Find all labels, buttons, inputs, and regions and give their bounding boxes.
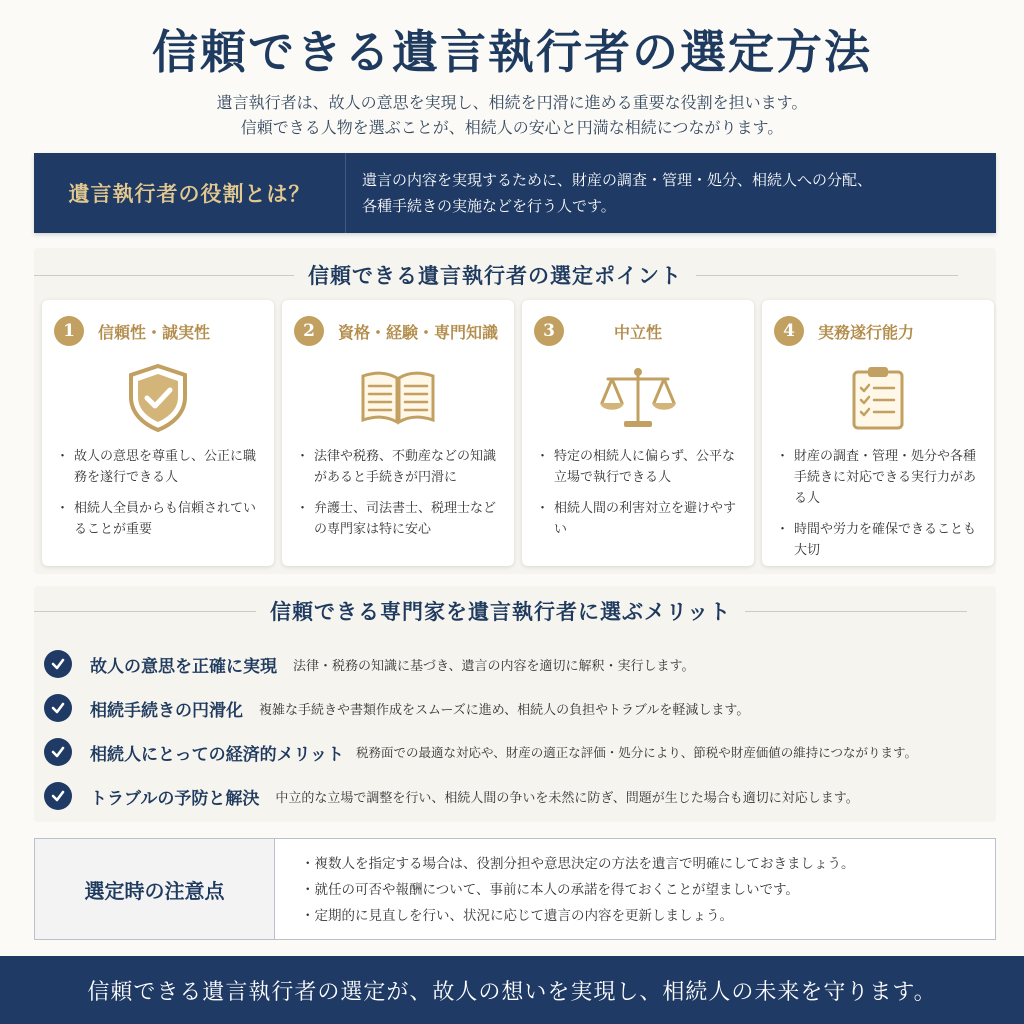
merit-title: 相続手続きの円滑化 — [90, 700, 243, 721]
role-description-line: 遺言の内容を実現するために、財産の調査・管理・処分、相続人への分配、 — [362, 171, 873, 189]
card-title: 信頼性・誠実性 — [98, 322, 211, 342]
card-header — [522, 316, 754, 346]
role-description-line: 各種手続きの実施などを行う人です。 — [362, 197, 616, 215]
page-title: 信頼できる遺言執行者の選定方法 — [152, 25, 872, 79]
merit-list — [44, 642, 994, 818]
card-list — [542, 446, 746, 550]
divider — [745, 611, 967, 612]
divider — [696, 275, 958, 276]
list-item: ・ 故人の意思を尊重し、公正に職務を遂行できる人 — [62, 446, 266, 488]
card-title: 中立性 — [613, 322, 662, 342]
card-list — [302, 446, 506, 550]
note-item: ・ 就任の可否や報酬について、事前に本人の承諾を得ておくことが望ましいです。 — [301, 877, 855, 903]
number-badge: 1 — [54, 316, 84, 346]
open-book-icon — [282, 362, 514, 434]
card-title: 実務遂行能力 — [818, 322, 915, 342]
point-card — [42, 300, 274, 566]
notes-list — [275, 839, 855, 939]
merit-title: 故人の意思を正確に実現 — [90, 656, 277, 677]
list-item: ・ 相続人間の利害対立を避けやすい — [542, 498, 746, 540]
merit-item — [44, 642, 994, 686]
merit-item — [44, 730, 994, 774]
role-banner — [34, 153, 996, 233]
page-subtitle — [0, 90, 1024, 140]
notes-title: 選定時の注意点 — [35, 839, 275, 939]
section-title: 信頼できる遺言執行者の選定ポイント — [308, 264, 682, 288]
list-item: ・ 法律や税務、不動産などの知識があると手続きが円滑に — [302, 446, 506, 488]
section-title: 信頼できる専門家を遺言執行者に選ぶメリット — [270, 600, 732, 624]
note-item: ・ 複数人を指定する場合は、役割分担や意思決定の方法を遺言で明確にしておきましょう。 — [301, 851, 855, 877]
role-description — [346, 167, 872, 219]
check-circle-icon — [44, 738, 72, 766]
card-list — [62, 446, 266, 550]
merits-section — [34, 586, 996, 822]
merit-item — [44, 774, 994, 818]
shield-check-icon — [42, 362, 274, 434]
section-heading — [34, 596, 996, 626]
divider — [34, 275, 294, 276]
notes-box — [34, 838, 996, 940]
merit-description: 法律・税務の知識に基づき、遺言の内容を適切に解釈・実行します。 — [293, 658, 695, 674]
number-badge: 4 — [774, 316, 804, 346]
section-heading — [34, 260, 996, 290]
merit-description: 中立的な立場で調整を行い、相続人間の争いを未然に防ぎ、問題が生じた場合も適切に対応します。 — [275, 790, 859, 806]
list-item: ・ 財産の調査・管理・処分や各種手続きに対応できる実行力がある人 — [782, 446, 986, 509]
merit-item — [44, 686, 994, 730]
check-circle-icon — [44, 782, 72, 810]
list-item: ・ 相続人全員からも信頼されていることが重要 — [62, 498, 266, 540]
check-circle-icon — [44, 694, 72, 722]
number-badge: 3 — [534, 316, 564, 346]
list-item: ・ 弁護士、司法書士、税理士などの専門家は特に安心 — [302, 498, 506, 540]
subtitle-line: 信頼できる人物を選ぶことが、相続人の安心と円満な相続につながります。 — [240, 118, 784, 137]
point-card — [762, 300, 994, 566]
list-item: ・ 時間や労力を確保できることも大切 — [782, 519, 986, 561]
merit-title: トラブルの予防と解決 — [90, 788, 260, 809]
point-cards — [42, 300, 990, 566]
number-badge: 2 — [294, 316, 324, 346]
scales-icon — [522, 362, 754, 434]
role-title: 遺言執行者の役割とは？ — [34, 153, 346, 233]
card-title: 資格・経験・専門知識 — [338, 322, 499, 342]
subtitle-line: 遺言執行者は、故人の意思を実現し、相続を円滑に進める重要な役割を担います。 — [216, 93, 808, 112]
card-header — [282, 316, 514, 346]
note-item: ・ 定期的に見直しを行い、状況に応じて遺言の内容を更新しましょう。 — [301, 903, 855, 929]
card-list — [782, 446, 986, 571]
list-item: ・ 特定の相続人に偏らず、公平な立場で執行できる人 — [542, 446, 746, 488]
point-card — [522, 300, 754, 566]
merit-description: 複雑な手続きや書類作成をスムーズに進め、相続人の負担やトラブルを軽減します。 — [259, 702, 750, 718]
merit-title: 相続人にとっての経済的メリット — [90, 744, 344, 765]
clipboard-checklist-icon — [762, 362, 994, 434]
card-header — [42, 316, 274, 346]
selection-points-section — [34, 248, 996, 574]
point-card — [282, 300, 514, 566]
footer-message: 信頼できる遺言執行者の選定が、故人の想いを実現し、相続人の未来を守ります。 — [87, 979, 937, 1005]
card-header — [762, 316, 994, 346]
footer-banner — [0, 956, 1024, 1024]
check-circle-icon — [44, 650, 72, 678]
merit-description: 税務面での最適な対応や、財産の適正な評価・処分により、節税や財産価値の維持につながります。 — [355, 745, 917, 760]
divider — [34, 611, 256, 612]
